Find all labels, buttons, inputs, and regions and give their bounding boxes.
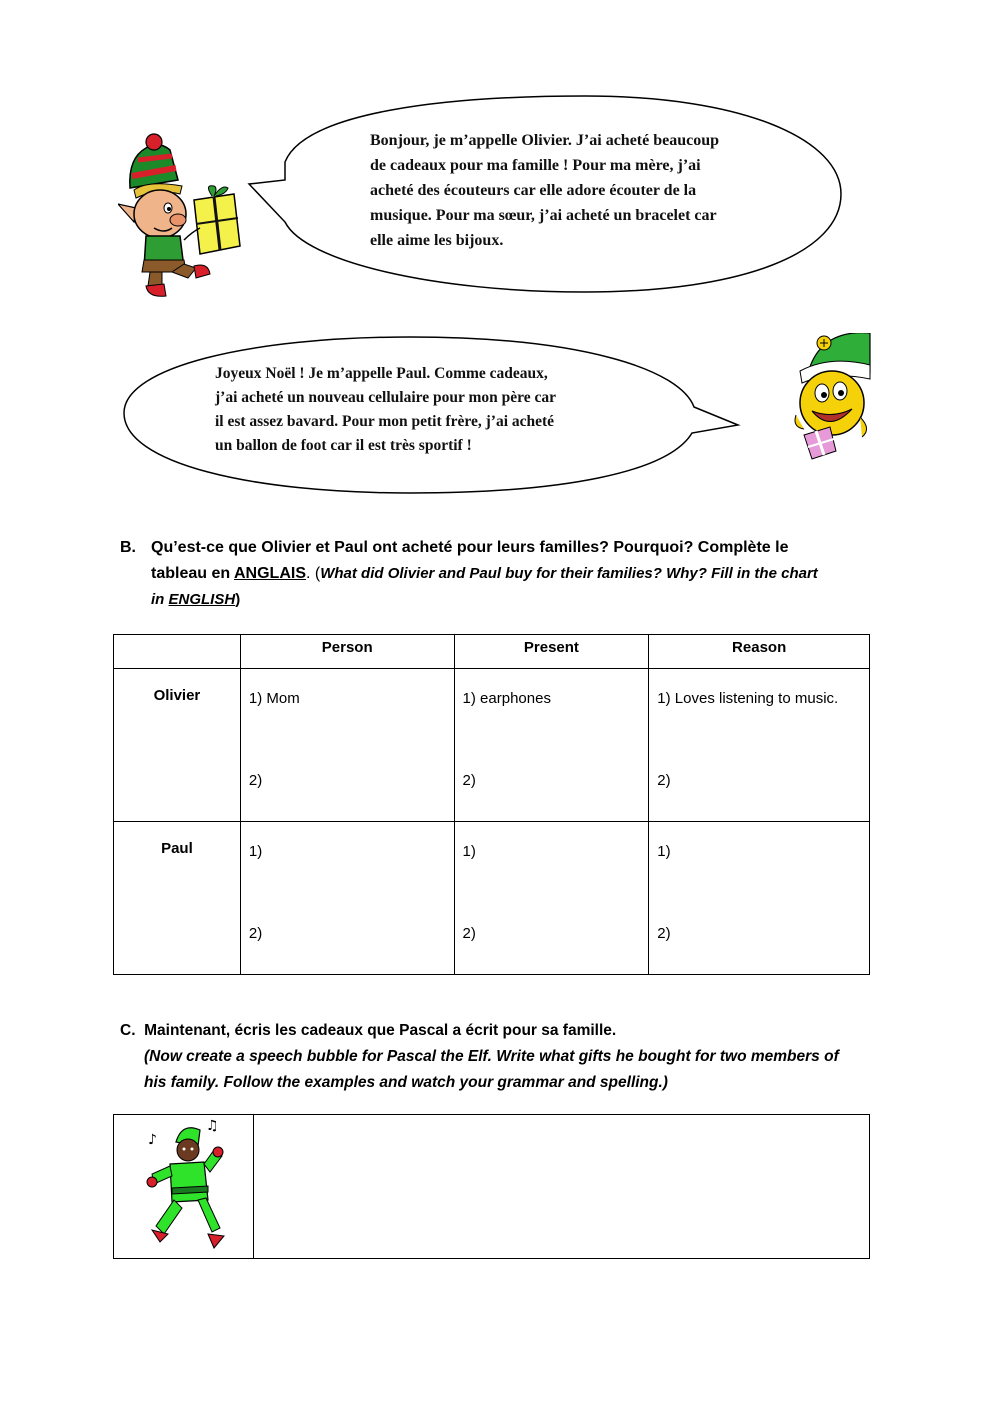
section-b-line2 xyxy=(151,561,891,587)
section-b-english-translation: What did Olivier and Paul buy for their families? Why? Fill in the chart xyxy=(320,565,818,582)
cell-olivier-person[interactable] xyxy=(240,669,454,822)
cell-olivier-reason[interactable] xyxy=(649,669,870,822)
bubble-olivier-line: elle aime les bijoux. xyxy=(370,232,504,249)
section-c-line1: (Now create a speech bubble for Pascal the Elf. Write what gifts he bought for two members of xyxy=(144,1048,839,1065)
header-person: Person xyxy=(240,635,454,669)
pascal-speech-writing-area[interactable] xyxy=(254,1115,870,1259)
entry-2: 2) xyxy=(248,925,263,942)
entry-2: 2) xyxy=(657,772,671,789)
bubble-olivier-line: de cadeaux pour ma famille ! Pour ma mère, j’ai xyxy=(370,157,701,174)
section-c-instructions xyxy=(144,1044,884,1096)
elf-pascal-illustration xyxy=(142,1116,228,1254)
section-b-line2-prefix: tableau en xyxy=(151,565,231,582)
cell-olivier-present[interactable] xyxy=(454,669,649,822)
entry-1: 1) xyxy=(462,843,476,860)
section-b-line3-suffix: ) xyxy=(235,591,241,608)
cell-paul-person[interactable] xyxy=(240,822,454,975)
entry-2: 2) xyxy=(657,925,671,942)
row-label-olivier: Olivier xyxy=(114,669,241,822)
section-c-line2: his family. Follow the examples and watch your grammar and spelling.) xyxy=(144,1074,668,1091)
table-row xyxy=(114,822,870,975)
bubble-olivier-line: Bonjour, je m’appelle Olivier. J’ai acheté beaucoup xyxy=(370,132,720,149)
section-c-title: Maintenant, écris les cadeaux que Pascal a écrit pour sa famille. xyxy=(144,1022,617,1039)
row-label-paul: Paul xyxy=(114,822,241,975)
section-b-line3-prefix: in xyxy=(151,591,169,608)
table-header-row xyxy=(114,635,870,669)
entry-2: 2) xyxy=(248,772,263,789)
section-b-line3 xyxy=(151,587,891,613)
music-note-icon: ♫ xyxy=(206,1118,219,1134)
gift-chart-table xyxy=(113,634,870,975)
entry-2: 2) xyxy=(462,925,476,942)
entry-2: 2) xyxy=(462,772,476,789)
speech-bubble-paul xyxy=(215,362,615,458)
header-empty xyxy=(114,635,241,669)
bubble-olivier-line: musique. Pour ma sœur, j’ai acheté un bracelet car xyxy=(370,207,717,224)
bubble-paul-line: Joyeux Noël ! Je m’appelle Paul. Comme cadeaux, xyxy=(215,365,548,382)
section-b-instructions xyxy=(151,535,891,613)
section-b-line1: Qu’est-ce que Olivier et Paul ont acheté pour leurs familles? Pourquoi? Complète le xyxy=(151,539,789,556)
entry-1: 1) Mom xyxy=(248,690,300,707)
smiley-paul-illustration xyxy=(790,333,874,463)
elf-olivier-illustration xyxy=(118,128,243,300)
section-c-heading xyxy=(120,1018,616,1044)
table-row xyxy=(114,669,870,822)
header-present: Present xyxy=(454,635,649,669)
anglais-underlined: ANGLAIS xyxy=(234,565,306,582)
cell-paul-present[interactable] xyxy=(454,822,649,975)
header-reason: Reason xyxy=(649,635,870,669)
bubble-paul-line: j’ai acheté un nouveau cellulaire pour mon père car xyxy=(215,389,556,406)
entry-1: 1) Loves listening to music. xyxy=(657,690,839,707)
entry-1: 1) xyxy=(248,843,263,860)
gift-box-icon xyxy=(804,427,836,459)
section-b-line2-punct: . ( xyxy=(306,565,321,582)
bubble-olivier-line: acheté des écouteurs car elle adore écouter de la xyxy=(370,182,697,199)
section-b-letter: B. xyxy=(120,539,136,556)
gift-box-icon xyxy=(194,186,240,254)
speech-bubble-olivier xyxy=(370,128,790,253)
bubble-paul-line: il est assez bavard. Pour mon petit frère, j’ai acheté xyxy=(215,413,555,430)
cell-paul-reason[interactable] xyxy=(649,822,870,975)
section-c-letter: C. xyxy=(120,1022,136,1039)
english-underlined: ENGLISH xyxy=(168,591,236,608)
entry-1: 1) earphones xyxy=(462,690,551,707)
entry-1: 1) xyxy=(657,843,671,860)
bubble-paul-line: un ballon de foot car il est très sportif ! xyxy=(215,437,472,454)
music-note-icon: ♪ xyxy=(148,1132,157,1148)
